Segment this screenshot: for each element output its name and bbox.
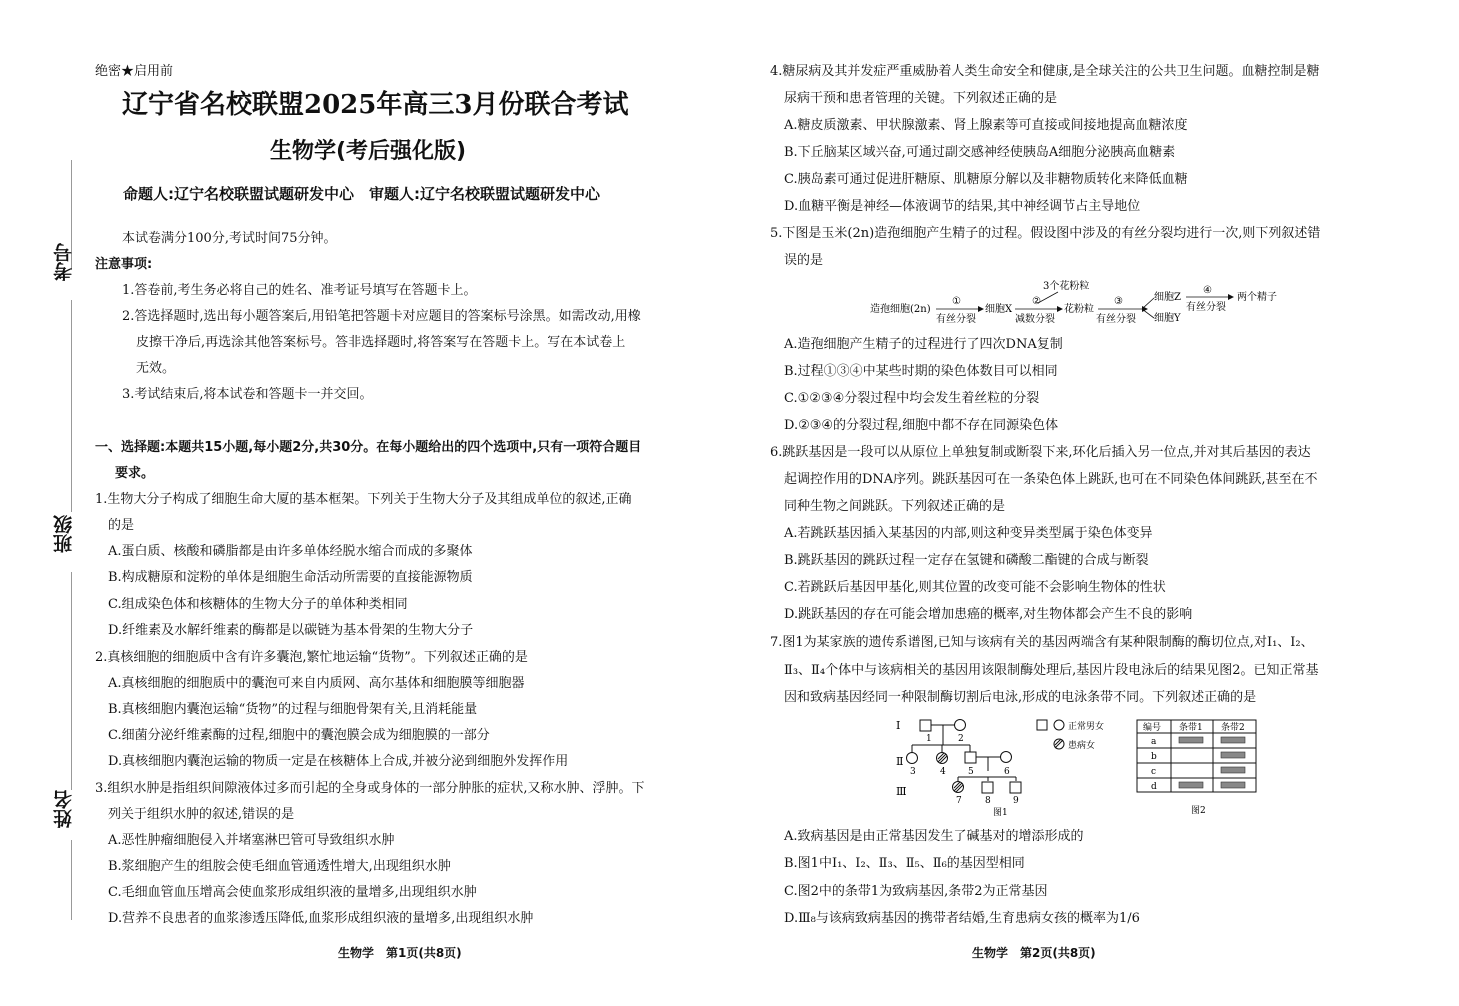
page-footer-right: 生物学 第2页(共8页) — [972, 946, 1096, 960]
individual-8-male — [982, 782, 993, 793]
question-4-stem: 4.糖尿病及其并发症严重威胁着人类生命安全和健康,是全球关注的公共卫生问题。血糖控制是糖 — [770, 64, 1320, 79]
header-band-2: 条带2 — [1221, 723, 1245, 733]
sidebar-divider — [71, 432, 72, 512]
question-7-stem: 7.图1为某家族的遗传系谱图,已知与该病有关的基因两端含有某种限制酶的酶切位点,对Ⅰ₁、Ⅰ₂、 — [770, 635, 1314, 650]
question-7-stem: Ⅱ₃、Ⅱ₄个体中与该病相关的基因用该限制酶处理后,基因片段电泳后的结果见图2。已知正常基 — [784, 663, 1319, 678]
individual-2-number: 2 — [958, 734, 964, 744]
note-item: 1.答卷前,考生务必将自己的姓名、准考证号填写在答题卡上。 — [122, 283, 477, 298]
legend-normal-label: 正常男女 — [1068, 722, 1105, 732]
pedigree-figure-1 — [890, 715, 1040, 820]
question-4-stem: 尿病干预和患者管理的关键。下列叙述正确的是 — [784, 91, 1058, 106]
question-6-stem: 6.跳跃基因是一段可以从原位上单独复制或断裂下来,环化后插入另一位点,并对其后基因的表达 — [770, 445, 1311, 460]
question-7-option-d: D.Ⅲ₈与该病致病基因的携带者结婚,生育患病女孩的概率为1/6 — [784, 911, 1140, 926]
step-2-label: ② — [1032, 296, 1041, 307]
question-5-stem: 5.下图是玉米(2n)造孢细胞产生精子的过程。假设图中涉及的有丝分裂均进行一次,则下列叙述错 — [770, 226, 1321, 241]
arrow-head — [978, 306, 984, 312]
legend-male-icon — [1037, 720, 1047, 730]
section-heading: 一、选择题:本题共15小题,每小题2分,共30分。在每小题给出的四个选项中,只有一项符合题目 — [95, 440, 642, 455]
question-5-option-c: C.①②③④分裂过程中均会发生着丝粒的分裂 — [784, 391, 1040, 406]
notes-title: 注意事项: — [95, 257, 153, 272]
note-item: 3.考试结束后,将本试卷和答题卡一并交回。 — [122, 387, 373, 402]
pedigree-legend — [1034, 716, 1124, 756]
sidebar-divider — [71, 840, 72, 920]
generation-3-label: Ⅲ — [896, 785, 907, 798]
name-label: 姓名 — [53, 790, 75, 828]
individual-4-number: 4 — [940, 767, 946, 777]
exam-title: 辽宁省名校联盟2025年高三3月份联合考试 — [122, 90, 629, 120]
section-heading: 要求。 — [115, 466, 155, 481]
step-3-label: ③ — [1114, 296, 1123, 307]
individual-1-number: 1 — [926, 734, 932, 744]
question-2-option-d: D.真核细胞内囊泡运输的物质一定是在核糖体上合成,并被分泌到细胞外发挥作用 — [108, 754, 569, 769]
sidebar-divider — [71, 705, 72, 790]
question-2-option-a: A.真核细胞的细胞质中的囊泡可来自内质网、高尔基体和细胞膜等细胞器 — [108, 676, 525, 691]
step-3-type: 有丝分裂 — [1096, 314, 1136, 325]
individual-6-number: 6 — [1004, 767, 1010, 777]
question-1-stem: 1.生物大分子构成了细胞生命大厦的基本框架。下列关于生物大分子及其组成单位的叙述,正确 — [95, 492, 632, 507]
step-2-type: 减数分裂 — [1015, 314, 1055, 325]
question-1-option-a: A.蛋白质、核酸和磷脂都是由许多单体经脱水缩合而成的多聚体 — [108, 544, 473, 559]
intro-text: 本试卷满分100分,考试时间75分钟。 — [122, 231, 337, 246]
question-4-option-c: C.胰岛素可通过促进肝糖原、肌糖原分解以及非糖物质转化来降低血糖 — [784, 172, 1188, 187]
question-7-option-c: C.图2中的条带1为致病基因,条带2为正常基因 — [784, 884, 1048, 899]
question-6-stem: 同种生物之间跳跃。下列叙述正确的是 — [784, 499, 1006, 514]
arrow-line — [1038, 292, 1058, 303]
individual-8-number: 8 — [985, 796, 991, 806]
question-2-stem: 2.真核细胞的细胞质中含有许多囊泡,繁忙地运输“货物”。下列叙述正确的是 — [95, 650, 528, 665]
diagram-node-start: 造孢细胞(2n) — [870, 304, 931, 315]
individual-6-female — [1001, 752, 1012, 763]
diagram-node-y: 细胞Y — [1154, 313, 1181, 324]
individual-9-number: 9 — [1013, 796, 1019, 806]
individual-7-number: 7 — [956, 796, 962, 806]
page-footer-left: 生物学 第1页(共8页) — [338, 946, 462, 960]
arrow-line — [1142, 298, 1154, 309]
diagram-node-pollen: 花粉粒 — [1064, 304, 1094, 315]
question-1-option-b: B.构成糖原和淀粉的单体是细胞生命活动所需要的直接能源物质 — [108, 570, 473, 585]
question-3-option-a: A.恶性肿瘤细胞侵入并堵塞淋巴管可导致组织水肿 — [108, 833, 395, 848]
electrophoresis-figure-2 — [1135, 716, 1265, 818]
exam-subtitle: 生物学(考后强化版) — [270, 139, 467, 164]
diagram-node-z: 细胞Z — [1154, 292, 1181, 303]
question-7-option-a: A.致病基因是由正常基因发生了碱基对的增添形成的 — [784, 829, 1084, 844]
class-label: 班级 — [53, 515, 75, 553]
individual-2-female — [955, 720, 966, 731]
note-item: 2.答选择题时,选出每小题答案后,用铅笔把答题卡对应题目的答案标号涂黑。如需改动,用橡 — [122, 309, 641, 324]
individual-3-number: 3 — [910, 767, 916, 777]
individual-1-male — [920, 720, 931, 731]
question-4-option-b: B.下丘脑某区域兴奋,可通过副交感神经使胰岛A细胞分泌胰高血糖素 — [784, 145, 1176, 160]
question-4-option-d: D.血糖平衡是神经—体液调节的结果,其中神经调节占主导地位 — [784, 199, 1141, 214]
question-1-stem: 的是 — [108, 518, 135, 533]
step-4-type: 有丝分裂 — [1186, 302, 1226, 313]
figure-2-caption: 图2 — [1191, 806, 1206, 816]
secret-mark: 绝密★启用前 — [95, 64, 174, 79]
question-3-stem: 3.组织水肿是指组织间隙液体过多而引起的全身或身体的一部分肿胀的症状,又称水肿、浮肿。下 — [95, 781, 645, 796]
question-6-stem: 起调控作用的DNA序列。跳跃基因可在一条染色体上跳跃,也可在不同染色体间跳跃,甚至在不 — [784, 472, 1318, 487]
legend-female-icon — [1054, 720, 1064, 730]
band-a-2 — [1221, 737, 1245, 743]
authors-line: 命题人:辽宁名校联盟试题研发中心 审题人:辽宁名校联盟试题研发中心 — [123, 185, 601, 203]
question-2-option-b: B.真核细胞内囊泡运输“货物”的过程与细胞骨架有关,且消耗能量 — [108, 702, 478, 717]
question-1-option-c: C.组成染色体和核糖体的生物大分子的单体种类相同 — [108, 597, 408, 612]
arrow-head — [1057, 306, 1063, 312]
row-a-label: a — [1151, 737, 1157, 747]
step-4-label: ④ — [1203, 285, 1212, 296]
question-1-option-d: D.纤维素及水解纤维素的酶都是以碳链为基本骨架的生物大分子 — [108, 623, 474, 638]
note-item: 无效。 — [136, 361, 176, 376]
generation-1-label: Ⅰ — [896, 719, 901, 732]
arrow-line — [1142, 309, 1154, 318]
diagram-node-top: 3个花粉粒 — [1043, 281, 1090, 292]
exam-no-label: 考号 — [53, 243, 75, 281]
header-id: 编号 — [1143, 723, 1162, 733]
figure-1-caption: 图1 — [993, 808, 1008, 818]
arrow-head — [1228, 294, 1234, 300]
sidebar-divider — [71, 572, 72, 712]
question-5-stem: 误的是 — [784, 253, 824, 268]
question-6-option-b: B.跳跃基因的跳跃过程一定存在氢键和磷酸二酯键的合成与断裂 — [784, 553, 1149, 568]
question-2-option-c: C.细菌分泌纤维素酶的过程,细胞中的囊泡膜会成为细胞膜的一部分 — [108, 728, 490, 743]
individual-9-male — [1010, 782, 1021, 793]
row-b-label: b — [1151, 752, 1157, 762]
question-3-option-d: D.营养不良患者的血浆渗透压降低,血浆形成组织液的量增多,出现组织水肿 — [108, 911, 534, 926]
legend-affected-label: 患病女 — [1068, 741, 1096, 751]
question-3-option-b: B.浆细胞产生的组胺会使毛细血管通透性增大,出现组织水肿 — [108, 859, 451, 874]
question-6-option-c: C.若跳跃后基因甲基化,则其位置的改变可能不会影响生物体的性状 — [784, 580, 1166, 595]
band-d-1 — [1179, 782, 1203, 788]
individual-5-number: 5 — [968, 767, 974, 777]
question-7-option-b: B.图1中Ⅰ₁、Ⅰ₂、Ⅱ₃、Ⅱ₅、Ⅱ₆的基因型相同 — [784, 856, 1025, 871]
note-item: 皮擦干净后,再选涂其他答案标号。答非选择题时,将答案写在答题卡上。写在本试卷上 — [136, 335, 626, 350]
header-band-1: 条带1 — [1179, 723, 1203, 733]
band-d-2 — [1221, 782, 1245, 788]
step-1-label: ① — [952, 296, 961, 307]
individual-3-female — [907, 753, 918, 764]
question-5-option-b: B.过程①③④中某些时期的染色体数目可以相同 — [784, 364, 1058, 379]
question-3-option-c: C.毛细血管血压增高会使血浆形成组织液的量增多,出现组织水肿 — [108, 885, 477, 900]
diagram-node-end: 两个精子 — [1237, 292, 1277, 303]
diagram-node-x: 细胞X — [985, 304, 1013, 315]
band-a-1 — [1179, 737, 1203, 743]
question-5-option-a: A.造孢细胞产生精子的过程进行了四次DNA复制 — [784, 337, 1063, 352]
row-c-label: c — [1151, 767, 1157, 777]
sperm-formation-diagram — [860, 278, 1300, 328]
question-6-option-d: D.跳跃基因的存在可能会增加患癌的概率,对生物体都会产生不良的影响 — [784, 607, 1193, 622]
individual-5-male — [965, 752, 976, 763]
generation-2-label: Ⅱ — [896, 755, 904, 768]
question-7-stem: 因和致病基因经同一种限制酶切割后电泳,形成的电泳条带不同。下列叙述正确的是 — [784, 690, 1257, 705]
question-3-stem: 列关于组织水肿的叙述,错误的是 — [108, 807, 295, 822]
step-1-type: 有丝分裂 — [936, 314, 976, 325]
question-5-option-d: D.②③④的分裂过程,细胞中都不存在同源染色体 — [784, 418, 1059, 433]
band-b-2 — [1221, 752, 1245, 758]
question-6-option-a: A.若跳跃基因插入某基因的内部,则这种变异类型属于染色体变异 — [784, 526, 1153, 541]
row-d-label: d — [1151, 782, 1157, 792]
band-c-2 — [1221, 767, 1245, 773]
question-4-option-a: A.糖皮质激素、甲状腺激素、肾上腺素等可直接或间接地提高血糖浓度 — [784, 118, 1188, 133]
